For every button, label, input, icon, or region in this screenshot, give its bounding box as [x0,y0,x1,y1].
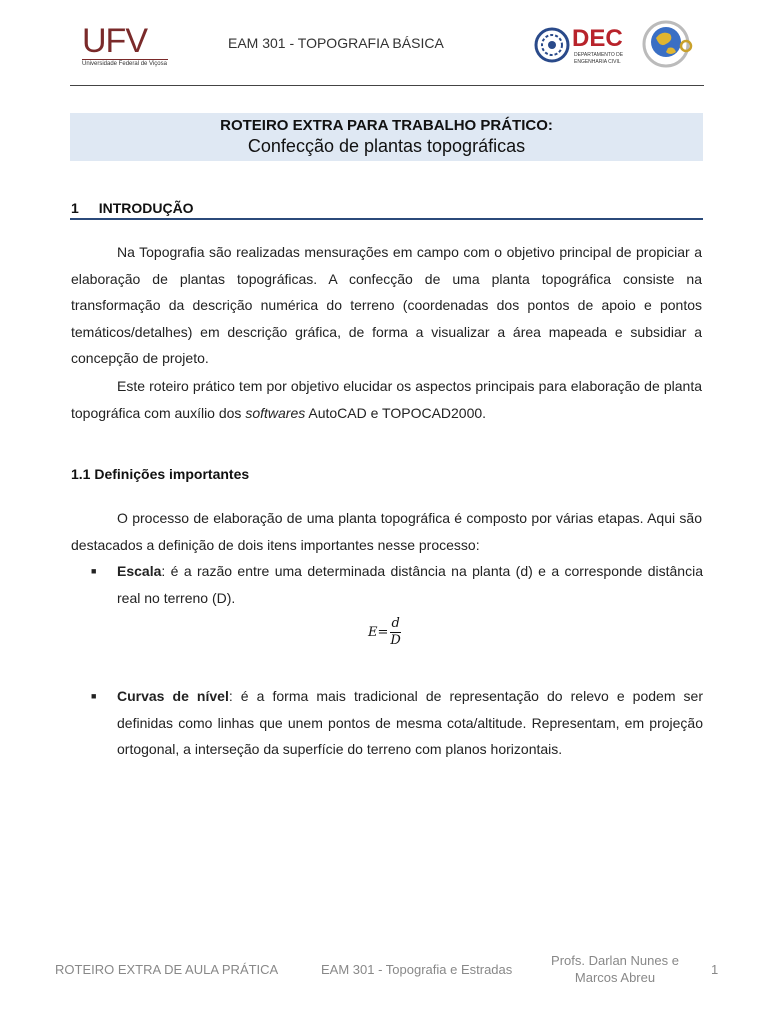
title-line-1: ROTEIRO EXTRA PARA TRABALHO PRÁTICO: [220,117,553,134]
page-header [70,18,704,84]
ufv-logo-subtitle: Universidade Federal de Viçosa [82,61,167,67]
ufv-logo: UFV Universidade Federal de Viçosa [82,22,167,67]
footer-left: ROTEIRO EXTRA DE AULA PRÁTICA [55,962,279,977]
title-box [70,113,703,161]
title-line-2: Confecção de plantas topográficas [247,136,526,156]
globe-logo [642,18,696,72]
section-1-number: 1 [71,200,79,216]
section-1-heading [71,200,194,216]
dec-sub-1: DEPARTAMENTO DE [574,52,624,58]
section-1-rule [70,218,703,220]
bullet-square-icon: ■ [91,566,97,576]
dec-logo [534,20,634,70]
course-title: EAM 301 - TOPOGRAFIA BÁSICA [228,35,444,51]
intro-paragraph-2: Este roteiro prático tem por objetivo elucidar os aspectos principais para elaboração de planta topográfica com auxílio dos softwares AutoCAD e TOPOCAD2000. [71,378,702,421]
section-1-title: INTRODUÇÃO [98,200,194,216]
header-rule [70,85,704,86]
footer-middle: EAM 301 - Topografia e Estradas [321,962,513,977]
intro-paragraph-1: Na Topografia são realizadas mensurações em campo com o objetivo principal de propiciar a elaboração de plantas topográficas. A confecção de uma planta topográfica consiste na transformação da descrição numérica do terreno (coordenadas dos pontos de apoio e pontos temáticos/detalhes) em descrição gráfica, de forma a visualizar a área mapeada e subsidiar a concepção de projeto. [71,244,702,366]
svg-text:DEC: DEC [572,25,623,52]
page-number: 1 [711,962,719,977]
bullet-square-icon: ■ [91,691,97,701]
dec-sub-2: ENGENHARIA CIVIL [574,59,621,65]
bullet-escala: ■ Escala: é a razão entre uma determinada distância na planta (d) e a corresponde distância real no terreno (D). [91,558,703,611]
page-footer [0,952,768,992]
bullet-curvas: ■ Curvas de nível: é a forma mais tradicional de representação do relevo e podem ser definidas como linhas que unem pontos de mesma cota/altitude. Representam, em projeção ortogonal, a interseção da superfície do terreno com planos horizontais. [91,683,703,763]
section-1-1-heading: 1.1 Definições importantes [71,466,250,482]
footer-authors: Profs. Darlan Nunes e Marcos Abreu [551,953,679,985]
scale-formula: E= $\frac{d}{D}$ [368,616,401,648]
definitions-paragraph: O processo de elaboração de uma planta topográfica é composto por várias etapas. Aqui são destacados a definição de dois itens importantes nesse processo: [71,510,702,553]
